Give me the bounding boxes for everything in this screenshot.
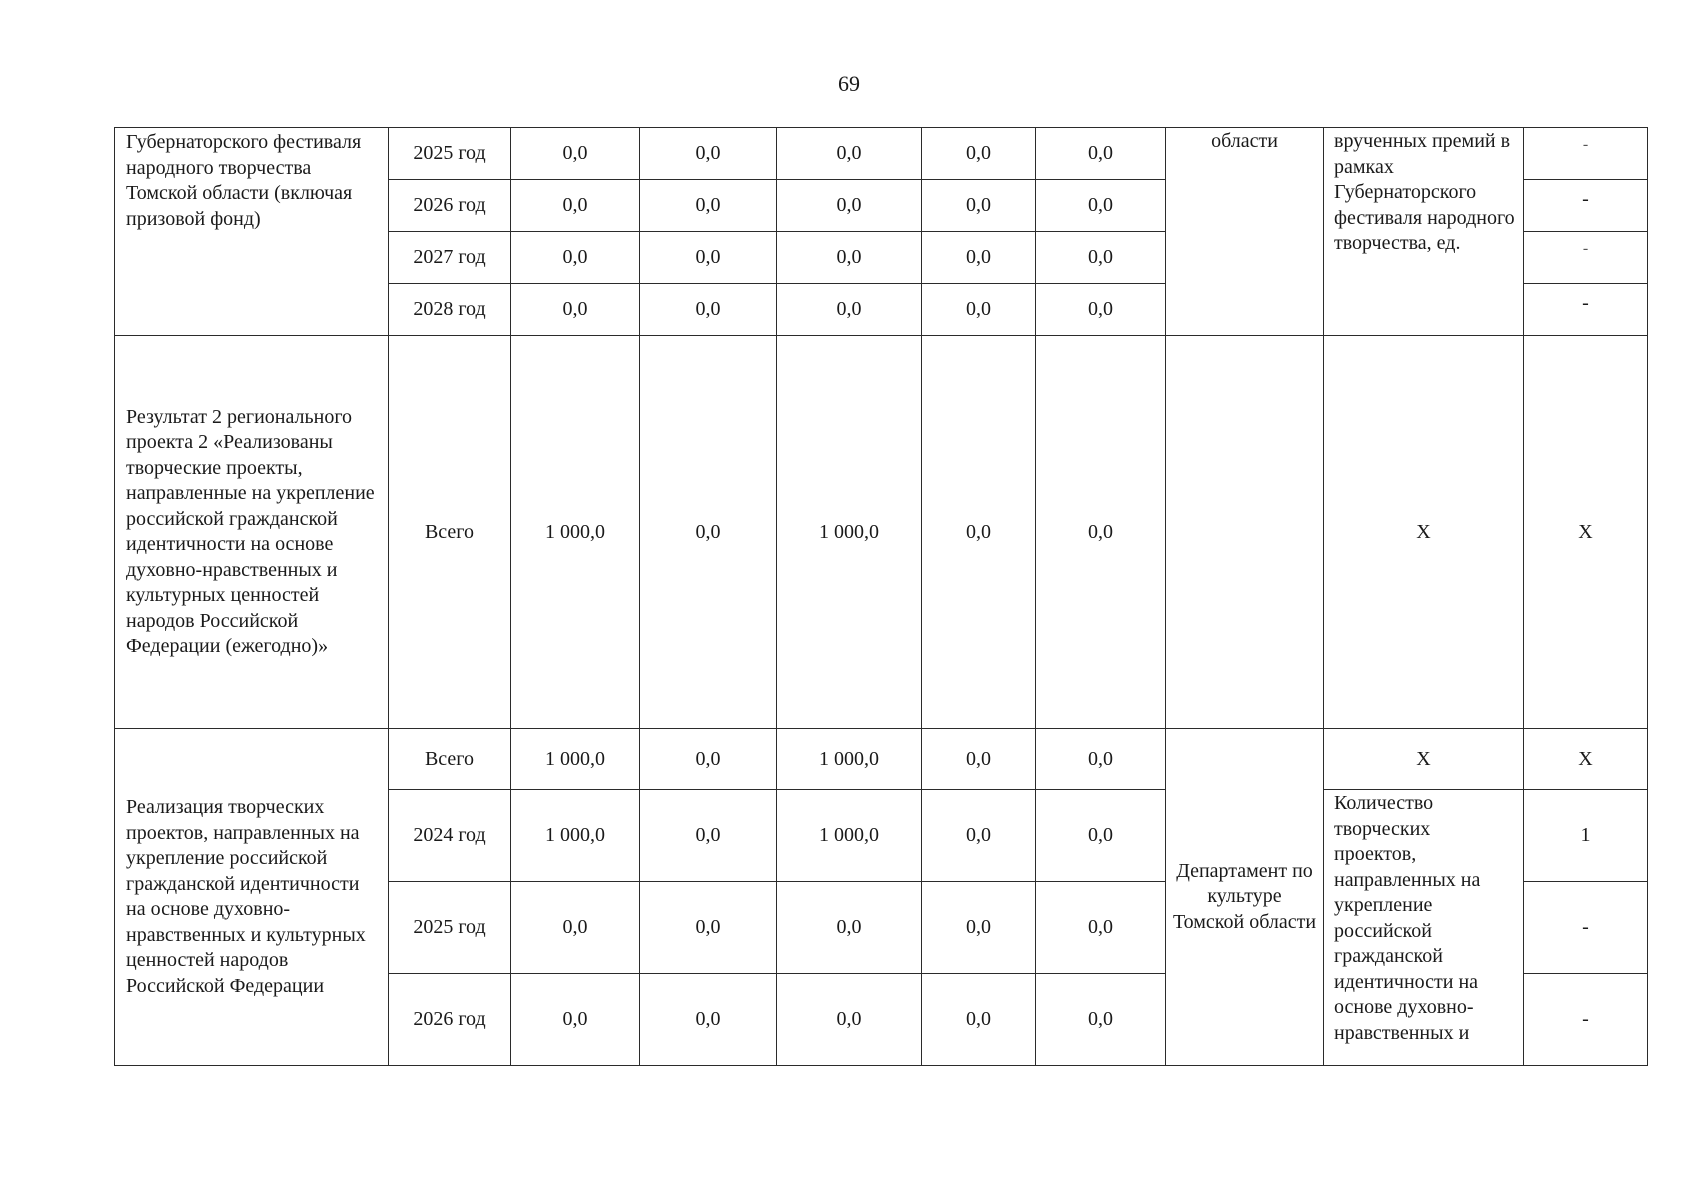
budget-table — [114, 127, 1648, 1066]
value-cell: 0,0 — [1036, 180, 1166, 232]
value-cell: 0,0 — [511, 974, 640, 1066]
value-cell: 0,0 — [777, 180, 922, 232]
value-cell: 0,0 — [922, 729, 1036, 790]
value-cell: 0,0 — [640, 790, 777, 882]
period-cell: 2027 год — [389, 232, 511, 284]
value-cell: 1 000,0 — [511, 790, 640, 882]
indicator-value: - — [1524, 232, 1648, 284]
indicator-name: Количество творческих проектов, направленных на укрепление российской гражданской идентичности на основе духовно-нравственных и — [1324, 790, 1524, 1066]
value-cell: 0,0 — [922, 336, 1036, 729]
value-cell: 0,0 — [1036, 284, 1166, 336]
page-number: 69 — [838, 71, 860, 96]
value-cell: 0,0 — [640, 729, 777, 790]
indicator-name: Х — [1324, 336, 1524, 729]
period-cell: 2024 год — [389, 790, 511, 882]
value-cell: 0,0 — [1036, 232, 1166, 284]
period-cell: 2025 год — [389, 882, 511, 974]
indicator-name: врученных премий в рамках Губернаторского фестиваля народного творчества, ед. — [1324, 128, 1524, 336]
value-cell: 0,0 — [777, 284, 922, 336]
result-name: Результат 2 регионального проекта 2 «Реализованы творческие проекты, направленные на укрепление российской гражданской идентичности на основе духовно-нравственных и культурных ценностей народов Российской Федерации (ежегодно)» — [115, 336, 389, 729]
value-cell: 0,0 — [922, 974, 1036, 1066]
value-cell: 0,0 — [1036, 336, 1166, 729]
period-cell: 2025 год — [389, 128, 511, 180]
period-cell: Всего — [389, 336, 511, 729]
indicator-value: Х — [1524, 729, 1648, 790]
value-cell: 0,0 — [777, 232, 922, 284]
value-cell: 1 000,0 — [777, 336, 922, 729]
value-cell: 0,0 — [777, 974, 922, 1066]
value-cell: 0,0 — [511, 882, 640, 974]
value-cell: 0,0 — [922, 284, 1036, 336]
period-cell: Всего — [389, 729, 511, 790]
value-cell: 0,0 — [922, 882, 1036, 974]
responsible-executor — [1166, 336, 1324, 729]
value-cell: 0,0 — [922, 790, 1036, 882]
value-cell: 0,0 — [640, 128, 777, 180]
indicator-name: Х — [1324, 729, 1524, 790]
value-cell: 0,0 — [1036, 882, 1166, 974]
value-cell: 1 000,0 — [511, 336, 640, 729]
period-cell: 2026 год — [389, 974, 511, 1066]
value-cell: 0,0 — [922, 232, 1036, 284]
value-cell: 1 000,0 — [511, 729, 640, 790]
value-cell: 1 000,0 — [777, 729, 922, 790]
value-cell: 0,0 — [511, 284, 640, 336]
value-cell: 0,0 — [640, 180, 777, 232]
value-cell: 0,0 — [922, 180, 1036, 232]
value-cell: 0,0 — [1036, 128, 1166, 180]
value-cell: 0,0 — [511, 232, 640, 284]
value-cell: 0,0 — [777, 128, 922, 180]
indicator-value: 1 — [1524, 790, 1648, 882]
value-cell: 0,0 — [777, 882, 922, 974]
table-row — [115, 336, 1648, 729]
responsible-executor: Департамент по культуре Томской области — [1166, 729, 1324, 1066]
indicator-value: - — [1524, 882, 1648, 974]
value-cell: 0,0 — [511, 128, 640, 180]
period-cell: 2028 год — [389, 284, 511, 336]
indicator-value: Х — [1524, 336, 1648, 729]
value-cell: 0,0 — [640, 336, 777, 729]
table-row — [115, 729, 1648, 790]
value-cell: 0,0 — [1036, 790, 1166, 882]
value-cell: 0,0 — [511, 180, 640, 232]
value-cell: 0,0 — [1036, 729, 1166, 790]
value-cell: 1 000,0 — [777, 790, 922, 882]
indicator-value: - — [1524, 180, 1648, 232]
value-cell: 0,0 — [640, 284, 777, 336]
activity-name: Реализация творческих проектов, направленных на укрепление российской гражданской идентичности на основе духовно-нравственных и культурных ценностей народов Российской Федерации — [115, 729, 389, 1066]
value-cell: 0,0 — [640, 882, 777, 974]
value-cell: 0,0 — [922, 128, 1036, 180]
indicator-value: - — [1524, 974, 1648, 1066]
indicator-value: - — [1524, 284, 1648, 336]
value-cell: 0,0 — [640, 974, 777, 1066]
responsible-executor: области — [1166, 128, 1324, 336]
indicator-value: - — [1524, 128, 1648, 180]
period-cell: 2026 год — [389, 180, 511, 232]
value-cell: 0,0 — [1036, 974, 1166, 1066]
value-cell: 0,0 — [640, 232, 777, 284]
activity-name: Губернаторского фестиваля народного творчества Томской области (включая призовой фонд) — [115, 128, 389, 336]
table-row — [115, 128, 1648, 180]
